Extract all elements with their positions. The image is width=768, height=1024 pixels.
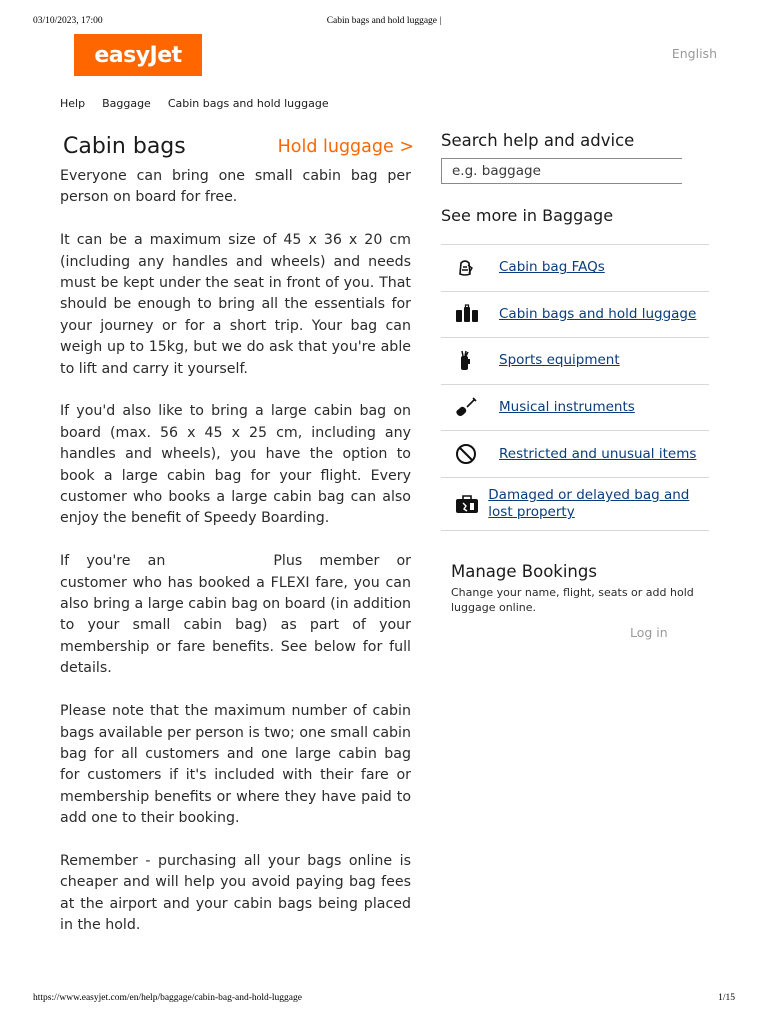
main-content: [60, 134, 414, 958]
link-cabin-bag-faqs[interactable]: Cabin bag FAQs: [499, 259, 605, 276]
list-item: [441, 292, 709, 339]
list-item: [441, 245, 709, 292]
list-item: [441, 431, 709, 478]
page-title: Cabin bags: [63, 134, 186, 159]
guitar-icon: [441, 397, 499, 419]
paragraph: Remember - purchasing all your bags online is cheaper and will help you avoid paying bag fees at the airport and your cabin bags being placed in the hold.: [60, 852, 411, 934]
link-damaged-delayed-bag[interactable]: Damaged or delayed bag and lost property: [488, 486, 690, 520]
list-item: [441, 478, 709, 531]
print-page-number: 1/15: [718, 993, 735, 1003]
link-sports-equipment[interactable]: Sports equipment: [499, 352, 620, 369]
hold-luggage-link[interactable]: Hold luggage >: [277, 137, 414, 157]
sidebar: [441, 131, 709, 531]
manage-title: Manage Bookings: [451, 562, 597, 581]
breadcrumb-help[interactable]: Help: [60, 97, 86, 110]
list-item: [441, 385, 709, 432]
paragraph: Everyone can bring one small cabin bag per person on board for free.: [60, 168, 411, 206]
backpack-icon: [441, 258, 499, 278]
breadcrumb-current: Cabin bags and hold luggage: [167, 97, 329, 110]
plus-before: If you're an: [60, 553, 166, 570]
print-header: [33, 16, 735, 30]
plus-member-paragraph: [60, 551, 411, 679]
baggage-links: [441, 244, 709, 531]
damaged-bag-icon: [441, 494, 488, 514]
manage-text: Change your name, flight, seats or add hold luggage online.: [451, 586, 694, 614]
prohibited-icon: [441, 443, 499, 465]
link-restricted-items[interactable]: Restricted and unusual items: [499, 445, 697, 462]
language-selector[interactable]: English: [671, 46, 717, 61]
luggage-icon: [441, 304, 499, 324]
paragraph: If you'd also like to bring a large cabin bag on board (max. 56 x 45 x 25 cm, including any handles and wheels), you have the option to book a large cabin bag for your flight. Every customer who books a large cabin bag can also enjoy the benefit of Speedy Boarding.: [60, 403, 411, 527]
print-footer: [33, 993, 735, 1007]
plus-after: Plus member or customer who has booked a FLEXI fare, you can also bring a large cabin bag on board (in addition to your small cabin bag) as part of your membership or fare benefits. See below for full details.: [60, 553, 411, 677]
search-title: Search help and advice: [441, 131, 635, 150]
paragraph: It can be a maximum size of 45 x 36 x 20 cm (including any handles and wheels) and needs must be kept under the seat in front of you. That should be enough to bring all the essentials for your journey or for a short trip. Your bag can weigh up to 15kg, but we do ask that you're able to lift and carry it yourself.: [60, 232, 411, 377]
breadcrumb: [60, 97, 329, 110]
print-date: 03/10/2023, 17:00: [33, 16, 103, 26]
breadcrumb-baggage[interactable]: Baggage: [102, 97, 151, 110]
print-title: Cabin bags and hold luggage |: [326, 16, 442, 26]
paragraph: Please note that the maximum number of cabin bags available per person is two; one small cabin bag for all customers and one large cabin bag for customers if it's included with their fare or membership benefits or where they have paid to add one to their booking.: [60, 703, 411, 827]
login-link[interactable]: Log in: [630, 625, 668, 640]
see-more-title: See more in Baggage: [441, 206, 614, 225]
easyjet-logo[interactable]: [74, 34, 202, 76]
manage-bookings: [451, 562, 711, 615]
print-url: https://www.easyjet.com/en/help/baggage/cabin-bag-and-hold-luggage: [33, 993, 302, 1003]
search-input[interactable]: [441, 158, 682, 184]
link-cabin-bags-hold-luggage[interactable]: Cabin bags and hold luggage: [499, 305, 697, 322]
link-musical-instruments[interactable]: Musical instruments: [499, 399, 635, 416]
golf-bag-icon: [441, 350, 499, 372]
logo-text: easyJet: [94, 42, 182, 68]
list-item: [441, 338, 709, 385]
article-body: [60, 166, 411, 937]
